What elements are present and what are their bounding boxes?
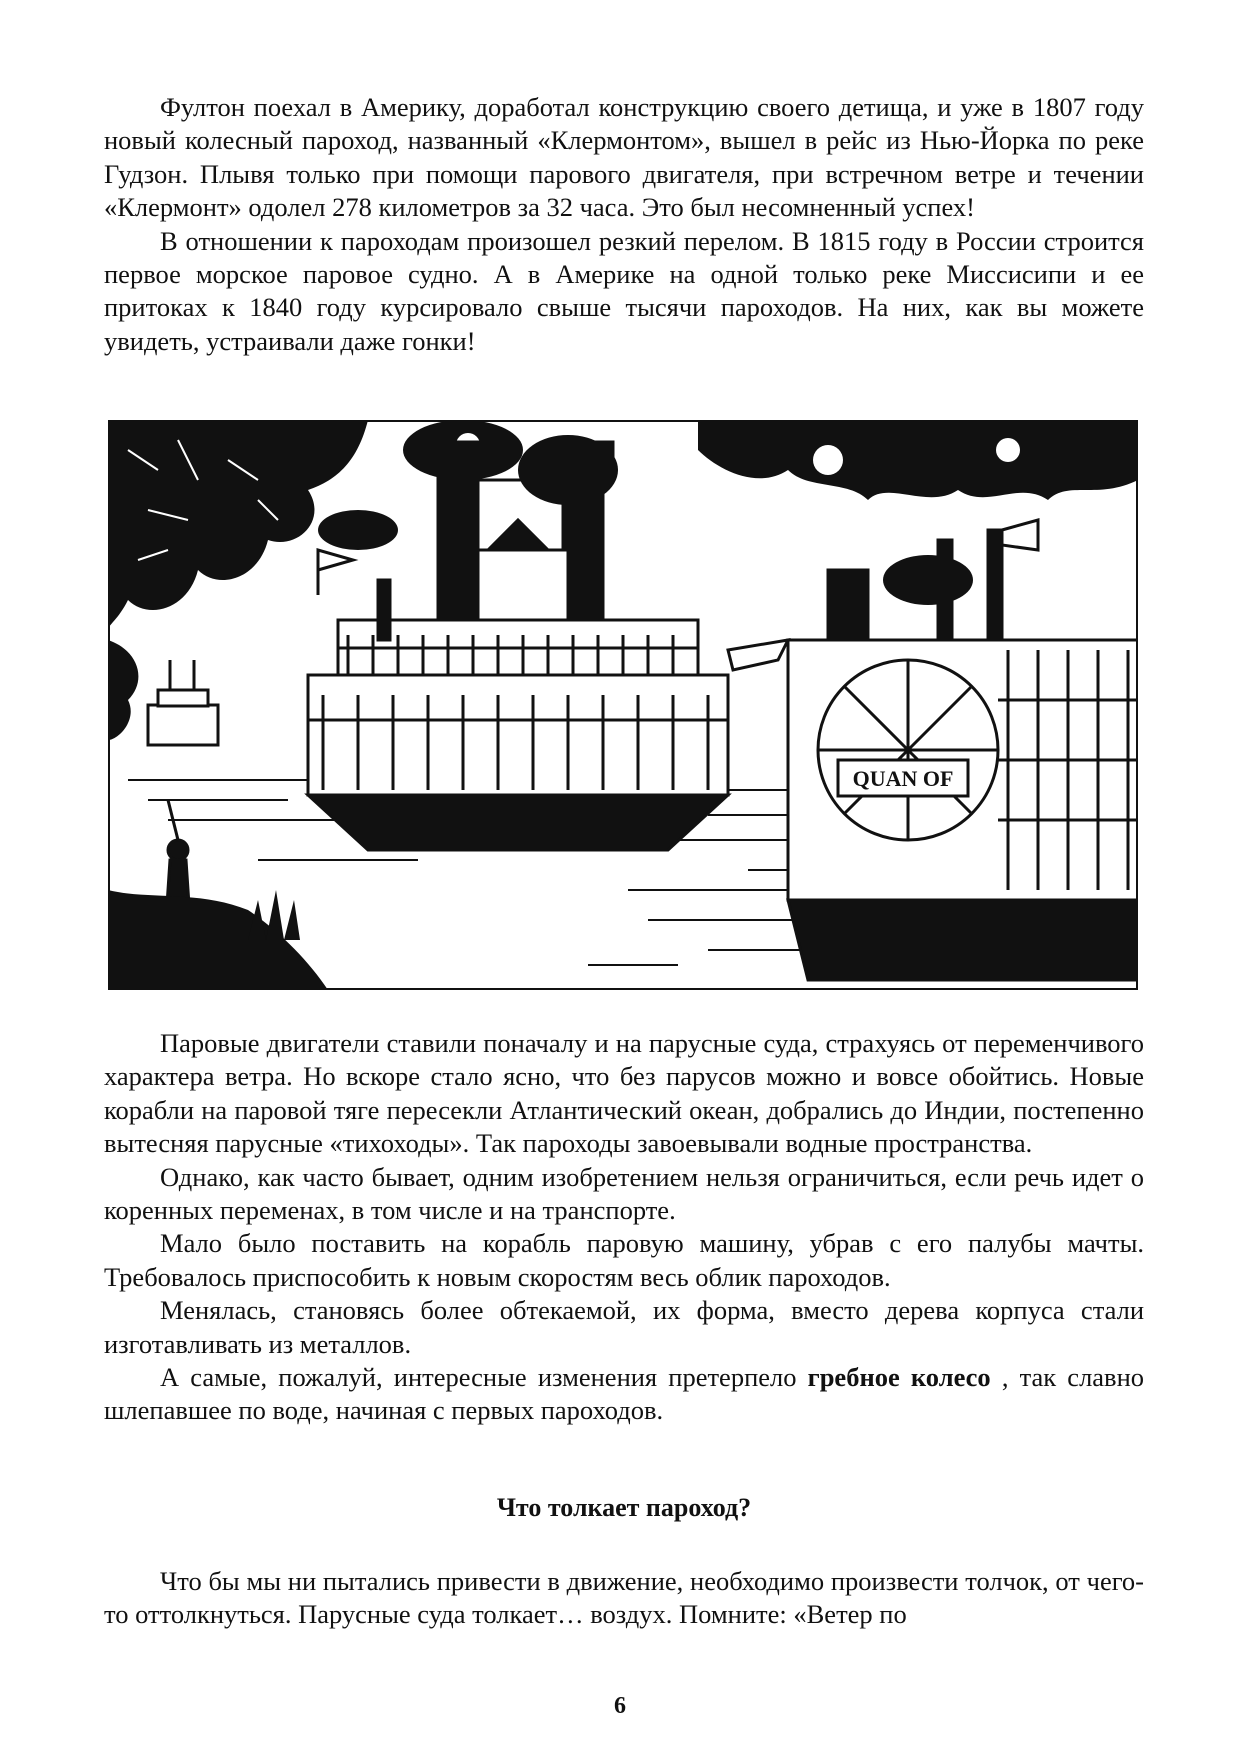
text-block-top [104, 91, 1144, 358]
text-block-middle [104, 1027, 1144, 1428]
paddle-box-sign: QUAN OF [852, 766, 954, 791]
paragraph-text: , так славно шлепавшее по воде, начиная с первых пароходов. [104, 1362, 1145, 1426]
steamboat-race-illustration [108, 420, 1138, 990]
paragraph: Менялась, становясь более обтекаемой, их форма, вместо дерева корпуса стали изготавливать из металлов. [104, 1295, 1144, 1359]
bold-term: гребное колесо [807, 1362, 991, 1393]
paragraph: Паровые двигатели ставили поначалу и на парусные суда, страхуясь от переменчивого характера ветра. Но вскоре стало ясно, что без парусов можно и вовсе обойтись. Новые корабли на паровой тяге пересекли Атлантический океан, добрались до Индии, постепенно вытесняя парусные «тихоходы». Так пароходы завоевывали водные пространства. [104, 1028, 1144, 1159]
page-number: 6 [614, 1693, 626, 1719]
paragraph-paddle-wheel [104, 1361, 1144, 1428]
section-heading: Что толкает пароход? [496, 1493, 752, 1522]
paragraph-text: А самые, пожалуй, интересные изменения претерпело [160, 1362, 808, 1393]
text-block-bottom [104, 1565, 1144, 1632]
paragraph: Однако, как часто бывает, одним изобретением нельзя ограничиться, если речь идет о коренных переменах, в том числе и на транспорте. [104, 1161, 1144, 1226]
paragraph: Что бы мы ни пытались привести в движение, необходимо произвести толчок, от чего-то оттолкнуться. Парусные суда толкает… воздух. Помните: «Ветер по [104, 1566, 1144, 1630]
paragraph: В отношении к пароходам произошел резкий перелом. В 1815 году в России строится первое морское паровое судно. А в Америке на одной только реке Миссисипи и ее притоках к 1840 году курсировало свыше тысячи пароходов. На них, как вы можете увидеть, устраивали даже гонки! [104, 225, 1144, 356]
paragraph: Фултон поехал в Америку, доработал конструкцию своего детища, и уже в 1807 году новый колесный пароход, названный «Клермонтом», вышел в рейс из Нью-Йорка по реке Гудзон. Плывя только при помощи парового двигателя, при встречном ветре и течении «Клермонт» одолел 278 километров за 32 часа. Это был несомненный успех! [104, 92, 1144, 223]
paragraph: Мало было поставить на корабль паровую машину, убрав с его палубы мачты. Требовалось приспособить к новым скоростям весь облик пароходов. [104, 1228, 1144, 1292]
